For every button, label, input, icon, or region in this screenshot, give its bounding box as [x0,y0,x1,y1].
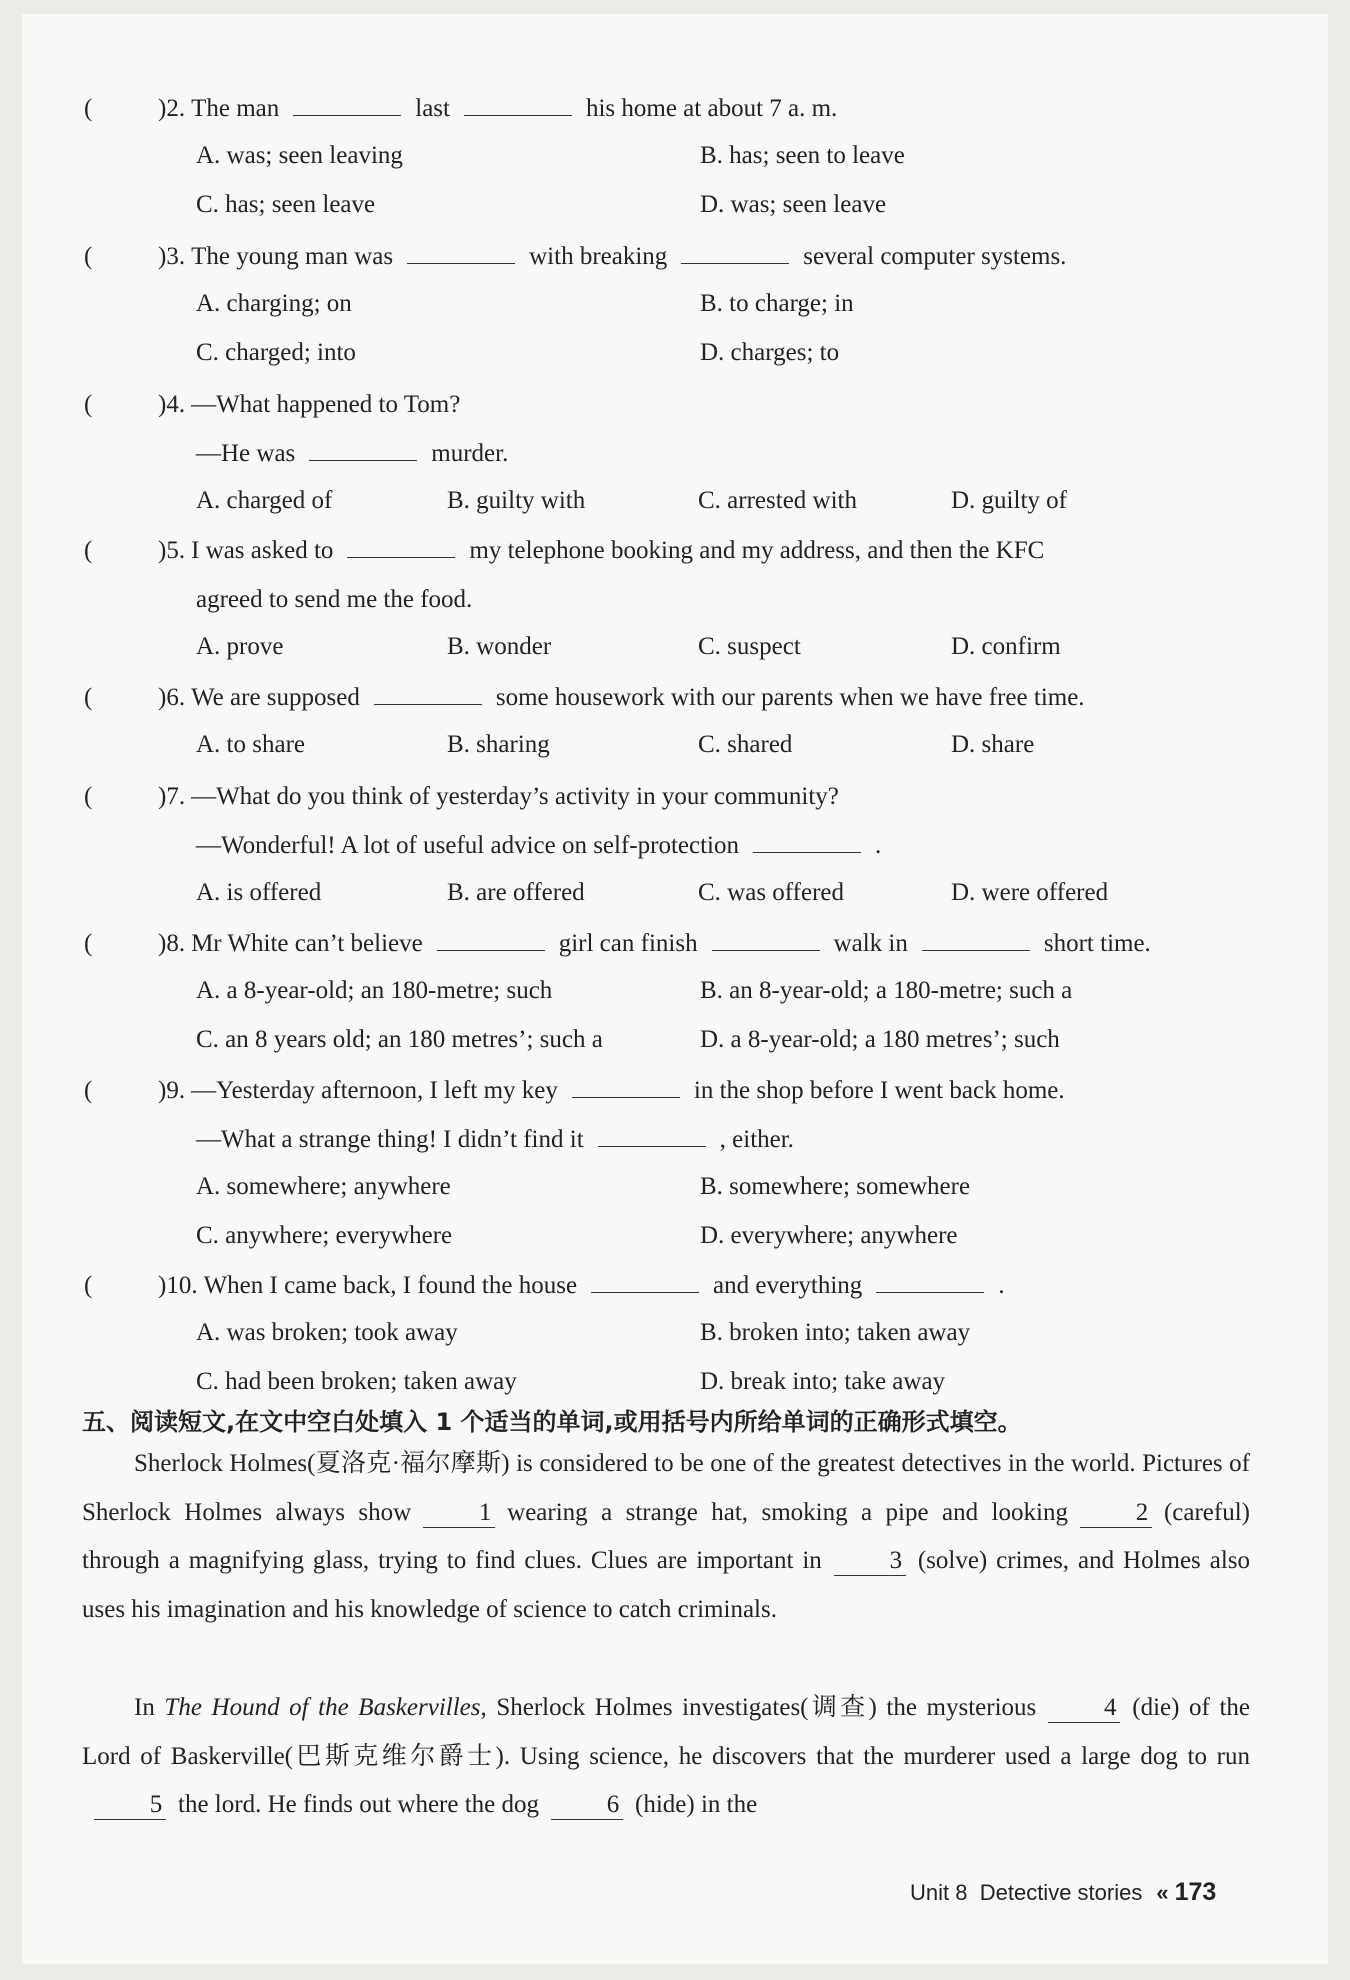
question-line [196,438,508,470]
option-b[interactable]: B. somewhere; somewhere [700,1173,971,1200]
option-a[interactable]: A. is offered [196,879,322,906]
option-a[interactable]: A. charging; on [196,290,352,317]
passage-text: (solve) crimes, and Holmes also uses his imagination and his knowledge of science to catch criminals. [82,1547,1250,1623]
passage-text: (die) of the Lord of Baskerville(巴斯克维尔爵士). Using science, he discovers that the murderer used a large dog to run [82,1694,1251,1770]
page-footer [910,1878,1216,1907]
passage-text: Sherlock Holmes(夏洛克·福尔摩斯) is considered to be one of the greatest detectives in the world. Pictures of Sherlock Holmes always show [82,1450,1250,1526]
page-number: 173 [1174,1878,1217,1906]
option-d[interactable]: D. confirm [951,633,1061,660]
question-number: )10. [158,1272,198,1299]
question-line [196,584,472,616]
answer-paren-open: ( [84,391,93,418]
answer-blank[interactable] [464,93,572,116]
answer-blank[interactable] [293,93,401,116]
option-c[interactable]: C. suspect [698,633,801,660]
question-text: . [998,1272,1005,1299]
question-number: )9. [158,1077,186,1104]
answer-paren-open: ( [84,95,93,122]
question-line [158,1075,1065,1107]
option-d[interactable]: D. share [951,731,1035,758]
answer-box[interactable] [104,680,146,710]
question-text: The man [191,95,280,122]
answer-blank[interactable] [572,1075,680,1098]
option-a[interactable]: A. was; seen leaving [196,142,403,169]
passage-text: (careful) through a magnifying glass, trying to find clues. Clues are important in [82,1498,1250,1574]
question-text: When I came back, I found the house [203,1272,578,1299]
option-d[interactable]: D. guilty of [951,487,1067,514]
answer-blank[interactable] [309,438,417,461]
question-text: with breaking [529,243,668,270]
option-a[interactable]: A. somewhere; anywhere [196,1173,451,1200]
question-text: and everything [713,1272,863,1299]
answer-blank[interactable] [347,535,455,558]
question-number: )6. [158,684,186,711]
question-text: Mr White can’t believe [191,930,423,957]
question-text: —What do you think of yesterday’s activity in your community? [191,783,839,810]
option-a[interactable]: A. to share [196,731,305,758]
answer-paren-open: ( [84,243,93,270]
question-number: )5. [158,537,186,564]
option-b[interactable]: B. to charge; in [700,290,854,317]
option-b[interactable]: B. broken into; taken away [700,1319,971,1346]
question-number: )4. [158,391,186,418]
question-text: —What a strange thing! I didn’t find it [196,1126,584,1153]
question-line [158,928,1151,960]
question-text: , either. [719,1126,794,1153]
footer-unit: Unit 8 [910,1880,968,1905]
passage-text: (hide) in the [635,1791,758,1818]
answer-blank[interactable] [598,1124,706,1147]
double-chevron-icon: « [1156,1880,1169,1905]
option-c[interactable]: C. arrested with [698,487,857,514]
answer-box[interactable] [104,1073,146,1103]
blank-6[interactable]: 6 [551,1791,623,1820]
question-text: —He was [196,440,296,467]
blank-1[interactable]: 1 [423,1499,495,1528]
answer-blank[interactable] [374,682,482,705]
option-c[interactable]: C. was offered [698,879,845,906]
question-line [158,682,1085,714]
passage-paragraph-1 [82,1440,1250,1634]
question-text: walk in [833,930,908,957]
option-b[interactable]: B. sharing [447,731,550,758]
option-d[interactable]: D. a 8-year-old; a 180 metres’; such [700,1026,1060,1053]
option-b[interactable]: B. has; seen to leave [700,142,905,169]
answer-box[interactable] [104,779,146,809]
answer-blank[interactable] [753,830,861,853]
option-d[interactable]: D. charges; to [700,339,840,366]
option-b[interactable]: B. wonder [447,633,552,660]
option-c[interactable]: C. charged; into [196,339,356,366]
question-text: some housework with our parents when we have free time. [495,684,1085,711]
option-d[interactable]: D. were offered [951,879,1109,906]
question-line [196,830,881,862]
blank-4[interactable]: 4 [1048,1694,1120,1723]
answer-box[interactable] [104,387,146,417]
answer-box[interactable] [104,1268,146,1298]
option-a[interactable]: A. a 8-year-old; an 180-metre; such [196,977,553,1004]
question-text: —Yesterday afternoon, I left my key [191,1077,558,1104]
blank-3[interactable]: 3 [834,1547,906,1576]
question-text: murder. [431,440,509,467]
option-a[interactable]: A. charged of [196,487,333,514]
question-text: short time. [1043,930,1151,957]
answer-blank[interactable] [681,241,789,264]
question-text: his home at about 7 a. m. [585,95,838,122]
passage-paragraph-2 [82,1684,1250,1830]
passage-text: wearing a strange hat, smoking a pipe and looking [507,1498,1068,1526]
question-text: in the shop before I went back home. [693,1077,1065,1104]
section-heading: 五、阅读短文,在文中空白处填入 1 个适当的单词,或用括号内所给单词的正确形式填空。 [82,1408,1022,1436]
question-text: girl can finish [558,930,698,957]
answer-box[interactable] [104,533,146,563]
option-c[interactable]: C. has; seen leave [196,191,376,218]
question-text: I was asked to [191,537,334,564]
answer-box[interactable] [104,91,146,121]
question-text: last [415,95,450,122]
question-line [158,93,837,125]
blank-2[interactable]: 2 [1080,1499,1152,1528]
answer-paren-open: ( [84,537,93,564]
question-line [196,1124,794,1156]
question-text: The young man was [191,243,394,270]
question-line [158,1270,1005,1302]
answer-paren-open: ( [84,1077,93,1104]
answer-box[interactable] [104,239,146,269]
question-number: )7. [158,783,186,810]
question-number: )8. [158,930,186,957]
question-text: We are supposed [191,684,360,711]
passage-text: the lord. He finds out where the dog [178,1791,540,1818]
answer-blank[interactable] [922,928,1030,951]
question-text: —Wonderful! A lot of useful advice on self-protection [196,832,739,859]
blank-5[interactable]: 5 [94,1791,166,1820]
option-b[interactable]: B. an 8-year-old; a 180-metre; such a [700,977,1073,1004]
answer-paren-open: ( [84,783,93,810]
answer-blank[interactable] [712,928,820,951]
answer-paren-open: ( [84,684,93,711]
footer-title: Detective stories [979,1880,1143,1905]
question-line [158,389,460,421]
answer-paren-open: ( [84,1272,93,1299]
question-line [158,535,1044,567]
question-text: . [874,832,882,859]
answer-blank[interactable] [407,241,515,264]
option-a[interactable]: A. prove [196,633,284,660]
question-number: )2. [158,95,186,122]
option-c[interactable]: C. anywhere; everywhere [196,1222,453,1249]
option-a[interactable]: A. was broken; took away [196,1319,458,1346]
passage-text: In [134,1694,155,1721]
question-number: )3. [158,243,186,270]
option-c[interactable]: C. shared [698,731,793,758]
question-text: several computer systems. [803,243,1067,270]
answer-blank[interactable] [876,1270,984,1293]
option-b[interactable]: B. guilty with [447,487,586,514]
option-d[interactable]: D. everywhere; anywhere [700,1222,958,1249]
question-line [158,241,1066,273]
answer-box[interactable] [104,926,146,956]
option-d[interactable]: D. break into; take away [700,1368,946,1395]
option-c[interactable]: C. an 8 years old; an 180 metres’; such a [196,1026,603,1053]
question-text: my telephone booking and my address, and then the KFC [469,537,1045,564]
answer-blank[interactable] [437,928,545,951]
question-text: agreed to send me the food. [196,586,473,613]
option-d[interactable]: D. was; seen leave [700,191,887,218]
question-text: —What happened to Tom? [191,391,461,418]
answer-blank[interactable] [591,1270,699,1293]
book-title: The Hound of the Baskervilles [164,1694,481,1721]
option-b[interactable]: B. are offered [447,879,585,906]
question-line [158,781,839,813]
answer-paren-open: ( [84,930,93,957]
passage-text: , Sherlock Holmes investigates(调查) the mysterious [480,1694,1037,1721]
option-c[interactable]: C. had been broken; taken away [196,1368,517,1395]
